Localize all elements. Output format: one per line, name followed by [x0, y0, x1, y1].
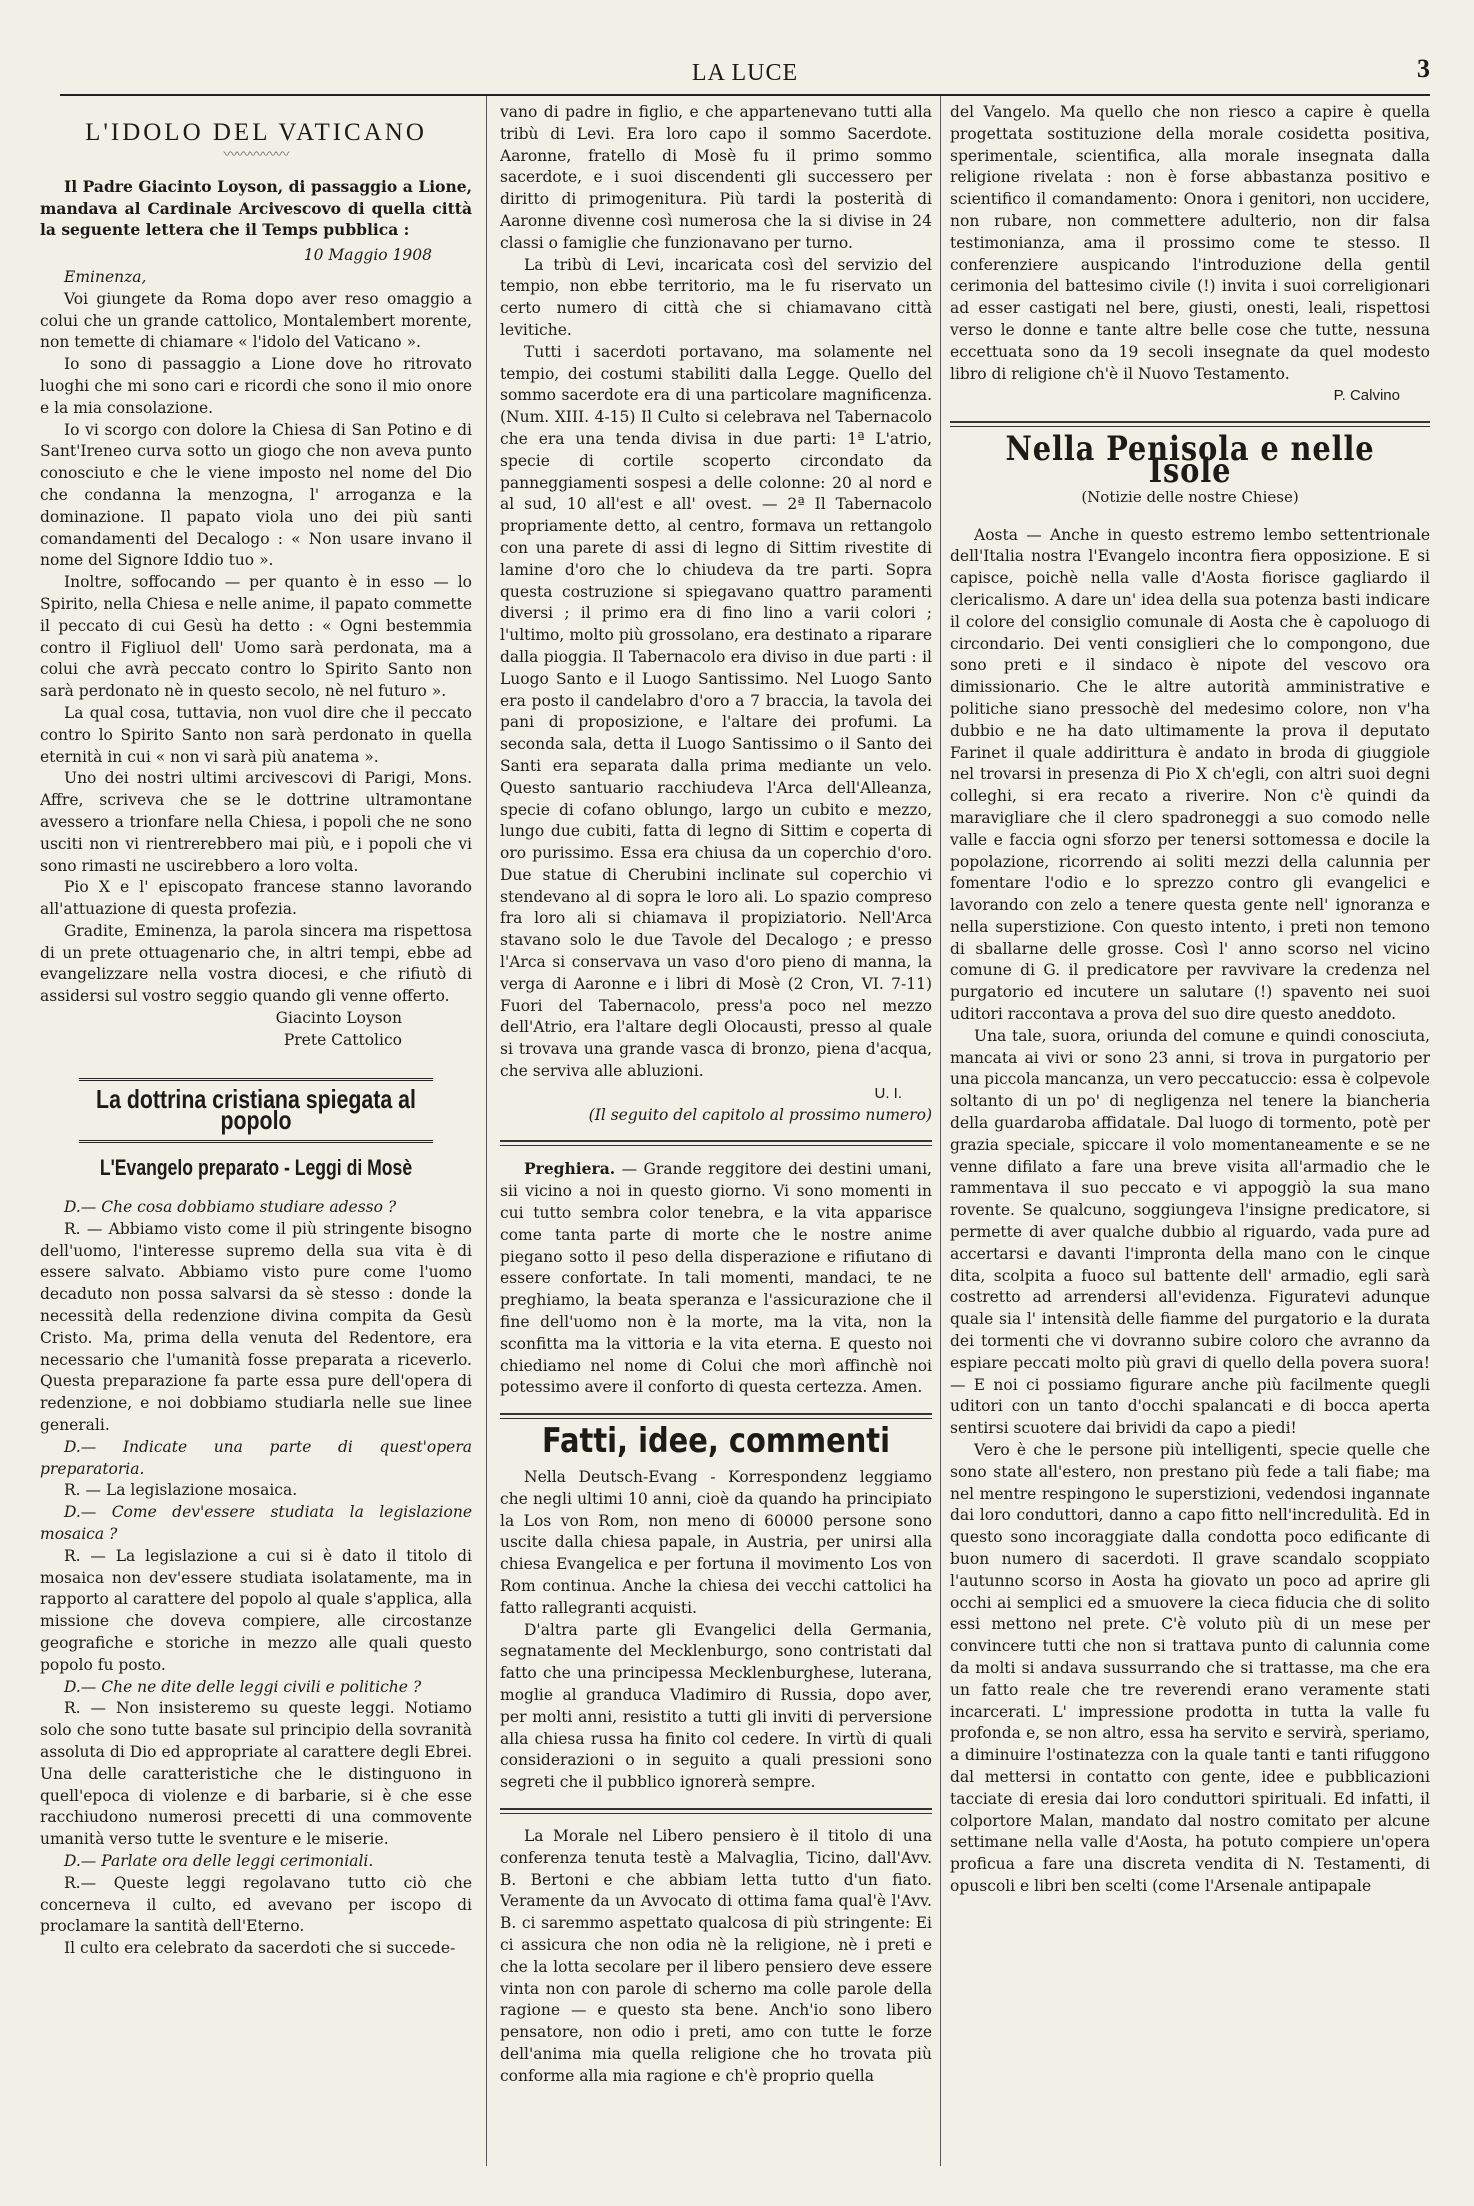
paragraph: Tutti i sacerdoti portavano, ma solamente nel tempio, dei costumi stabiliti dalla Legge. Quello del sommo sacerdote era di una particolare magnificenza. (Num. XIII. 4-15) Il Culto si celebrava nel Tabernacolo che era una tenda divisa in due parti: 1ª L'atrio, specie di cortile scoperto circondato da panneggiamenti sospesi a delle colonne: 20 al nord e al sud, 10 all'est e all' ovest. — 2ª Il Tabernacolo propriamente detto, al centro, formava un rettangolo con una parete di assi di legno di Sittim rivestite di lamine d'oro che lo chiudeva da tre parti. Sopra questa costruzione si spiegavano quattro paramenti diversi ; il primo era di fino lino a varii colori ; l'ultimo, molto più grossolano, era destinato a riparare dalla pioggia. Il Tabernacolo era diviso in due parti : il Luogo Santo e il Luogo Santissimo. Nel Luogo Santo era posto il candelabro d'oro a 7 braccia, la tavola dei pani di proposizione, e l'altare dei profumi. La seconda sala, detta il Luogo Santissimo o il Santo dei Santi era separata dalla prima mediante un velo. Questo santuario racchiudeva l'Arca dell'Alleanza, specie di cofano oblungo, largo un cubito e mezzo, lungo due cubiti, fatta di legno di Sittim e coperta di oro purissimo. Essa era chiusa da un coperchio d'oro. Due statue di Cherubini inclinate sul coperchio vi stendevano al di sopra le loro ali. Lo spazio compreso fra loro ali si chiamava il propiziatorio. Nell'Arca stavano solo le due Tavole del Decalogo ; e presso l'Arca si conservava un vaso d'oro pieno di manna, la verga di Aaronne e i libri di Mosè (2 Cron, VI. 7-11) Fuori del Tabernacolo, press'a poco nel mezzo dell'Atrio, era l'altare degli Olocausti, presso al quale si trovava una grande vasca di bronzo, piena d'acqua, che serviva alle abluzioni. [500, 342, 932, 1081]
question: D.— Indicate una parte di quest'opera preparatoria. [40, 1437, 472, 1478]
signature-title: Prete Cattolico [283, 1030, 402, 1049]
article-heading: L'IDOLO DEL VATICANO [85, 119, 427, 146]
author-initials: U. I. [874, 1084, 902, 1102]
paragraph: Nella Deutsch-Evang - Korrespondenz leggiamo che negli ultimi 10 anni, cioè da quando ha principiato la Los von Rom, non meno di 60000 persone sono uscite dalla chiesa papale, in Austria, per unirsi alla chiesa Evangelica e per fortuna il movimento Los von Rom continua. Anche la chiesa dei vecchi cattolici ha fatto rallegranti acquisti. [500, 1468, 932, 1617]
paragraph: La qual cosa, tuttavia, non vuol dire che il peccato contro lo Spirito Santo non sarà perdonato in quella eternità in cui « non vi sarà più anatema ». [40, 703, 472, 766]
divider [500, 1413, 932, 1421]
paragraph: Vero è che le persone più intelligenti, specie quelle che sono state all'estero, non prestano più fede a tali fiabe; ma nel mentre respingono le superstizioni, vedendosi ingannate dai loro conduttori, danno a capo fitto nell'incredulità. Ed in questo sono incoraggiate dalla condotta poco edificante di buon numero di sacerdoti. Il grave scandalo scoppiato l'autunno scorso in Aosta ha giovato un poco ad aprire gli occhi ai semplici ed a smuovere la cieca fiducia che di solito essi mettono nel prete. C'è voluto più di un mese per convincere tutti che non si trattava punto di calunnia come da molti si andava sussurrando che si trattasse, ma che era un fatto reale che tre reverendi erano veramente stati incarcerati. L' impressione prodotta in tutta la valle fu profonda e, se non altro, essa ha servito e servirà, speriamo, a diminuire l'ostinatezza con la quale tanti e tanti rifuggono dal mettersi in contatto con gente, idee e pubblicazioni tacciate di eresia dai loro conduttori spirituali. Ed infatti, il colportore Malan, mandato dal nostro comitato per alcune settimane nella valle d'Aosta, ha potuto compiere un'opera proficua a fare una discreta vendita di N. Testamenti, di opuscoli e libri ben scelti (come l'Arsenale antipapale [950, 1441, 1430, 1895]
newspaper-title: LA LUCE [691, 60, 799, 86]
letter-date: 10 Maggio 1908 [303, 246, 432, 265]
column-3 [950, 102, 1430, 2166]
paragraph: La tribù di Levi, incaricata così del servizio del tempio, non ebbe territorio, ma le fu riservato un certo numero di città che si chiamavano città levitiche. [500, 255, 932, 339]
section-heading: Fatti, idee, commenti [541, 1421, 891, 1462]
article-intro: Il Padre Giacinto Loyson, di passaggio a Lione, mandava al Cardinale Arcivescovo di quella città la seguente lettera che il Temps pubblica : [40, 176, 472, 240]
answer: R. — Non insisteremo su queste leggi. Notiamo solo che sono tutte basate sul principio della sovranità assoluta di Dio ed appropriate al carattere degli Ebrei. Una delle caratteristiche che le distinguono in quell'epoca di violenze e di barbarie, si è che esse racchiudono numerosi precetti di una commovente umanità verso tutte le sventure e le miserie. [40, 1699, 472, 1849]
paragraph: Gradite, Eminenza, la parola sincera ma rispettosa di un prete ottuagenario che, in altri tempi, ebbe ad evangelizzare nella vostra diocesi, e che rifiutò di assidersi sul vostro seggio quando gli venne offerto. [40, 921, 472, 1006]
answer: R. — La legislazione a cui si è dato il titolo di mosaica non dev'essere studiata isolatamente, ma in rapporto al carattere del popolo al quale s'applica, alla missione che doveva compiere, alle circostanze geografiche e storiche in mezzo alle quali questo popolo fu posto. [40, 1546, 472, 1674]
section-subheading: (Notizie delle nostre Chiese) [1081, 487, 1299, 506]
letter-salutation: Eminenza, [64, 267, 147, 286]
answer: R. — Abbiamo visto come il più stringente bisogno dell'uomo, l'interesse supremo della sua vita è di essere salvato. Abbiamo visto pure come l'uomo decaduto non possa salvarsi da sè stesso : donde la necessità della redenzione divina compita da Gesù Cristo. Ma, prima della venuta del Redentore, era necessario che l'umanità fosse preparata a riceverlo. Questa preparazione fa parte essa pure dell'opera di redenzione, e noi dobbiamo studiarla nelle sue linee generali. [40, 1219, 472, 1435]
question: D.— Che cosa dobbiamo studiare adesso ? [64, 1198, 397, 1217]
paragraph: Aosta — Anche in questo estremo lembo settentrionale dell'Italia nostra l'Evangelo incontra fiera opposizione. E si capisce, poichè nella valle d'Aosta fiorisce gagliardo il clericalismo. A dare un' idea della sua potenza basti indicare il colore del consiglio comunale di Aosta che è capoluogo di circondario. Dei venti consiglieri che lo compongono, due sono preti e il sindaco è nipote del vescovo ora dimissionario. Che le altre autorità amministrative e politiche siano pressochè del medesimo colore, non v'ha dubbio e ne ha dato ultimamente la prova il deputato Farinet il quale addirittura è andato in broda di giuggiole nel trovarsi in presenza di Pio X ch'egli, con altri suoi degni colleghi, si era recato a riverire. Non c'è quindi da maravigliare che il clero spadroneggi a suo comodo nelle valle e faccia ogni sforzo per tenersi sottomessa e docile la popolazione, ricorrendo ai soliti mezzi della calunnia per fomentare l'odio e lo sprezzo contro gli evangelici e lavorando con zelo a tenere questa gente nell' ignoranza e nella superstizione. Con questo intento, i preti non temono di sballarne delle grosse. Così l' anno scorso nel vicino comune di G. il predicatore per ravvivare la credenza nel purgatorio ed incutere un salutare (!) spavento nei suoi uditori raccontava a prova del suo dire questo aneddoto. [950, 525, 1430, 1024]
paragraph: Pio X e l' episcopato francese stanno lavorando all'attuazione di questa profezia. [40, 878, 472, 919]
paragraph: Io sono di passaggio a Lione dove ho ritrovato luoghi che mi sono cari e ricordi che sono il mio onore e la mia consolazione. [40, 355, 472, 417]
question: D.— Parlate ora delle leggi cerimoniali. [64, 1851, 374, 1870]
paragraph: D'altra parte gli Evangelici della Germania, segnatamente del Mecklenburgo, sono contristati dal fatto che una principessa Mecklenburghese, luterana, moglie al granduca Vladimiro di Russia, dopo aver, per molti anni, resistito a tutti gli inviti di perversione alla chiesa russa ha finito col cedere. In virtù di quali considerazioni o in seguito a quali pressioni sono segreti che il pubblico ignorerà sempre. [500, 1620, 932, 1792]
answer: R.— Queste leggi regolavano tutto ciò che concerneva il culto, ed avevano per iscopo di proclamare la santità dell'Eterno. [40, 1873, 472, 1936]
continuation-note: (Il seguito del capitolo al prossimo numero) [588, 1105, 932, 1124]
divider [500, 1808, 932, 1816]
prayer-text: — Grande reggitore dei destini umani, sii vicino a noi in questo giorno. Vi sono momenti in cui tutto sembra color tenebra, e la vita apparisce come tanta parte di morte che le nostre anime piegano sotto il peso della disperazione e rifiutano di essere confortate. In tali momenti, mandaci, te ne preghiamo, la beata speranza e l'assicurazione che il fine dell'uomo non è la morte, ma la vita, non la sconfitta ma la vittoria e la vita eterna. E questo noi chiediamo nel nome di Colui che morì affinchè noi potessimo avere il conforto di questa certezza. Amen. [500, 1160, 932, 1397]
divider [500, 1140, 932, 1148]
section-heading: La dottrina cristiana spiegata al popolo [79, 1078, 433, 1144]
section-subheading: L'Evangelo preparato - Leggi di Mosè [99, 1155, 413, 1181]
prayer-label: Preghiera. [524, 1159, 616, 1179]
paragraph: vano di padre in figlio, e che appartenevano tutti alla tribù di Levi. Era loro capo il sommo Sacerdote. Aaronne, fratello di Mosè fu il primo sommo sacerdote, e i suoi discendenti gli successero per diritto di primogenitura. Più tardi la posterità di Aaronne divenne così numerosa che la si divise in 24 classi o famiglie che funzionavano per turno. [500, 103, 932, 252]
paragraph: Una tale, suora, oriunda del comune e quindi conosciuta, mancata ai vivi or sono 23 anni, si trova in purgatorio per una piccola mancanza, un vero peccatuccio: essa è colpevole soltanto di un po' di negligenza nel tenere la biancheria della guardaroba affidatale. Dal luogo di tormento, potè per grazia speciale, spiccare il volo momentaneamente e se ne venne difilato a fare una breve visita all'armadio che le rammentava il suo peccato e vi appoggiò la sua mano rovente. Se qualcuno, soggiungeva l'insigne predicatore, si permette di aver qualche dubbio al riguardo, vada pure ad accertarsi e davanti l'impronta della mano con le cinque dita, scolpita a fuoco sul battente dell' armadio, egli sarà costretto ad arrendersi all'evidenza. Figuratevi adunque quale sia l' intensità delle fiamme del purgatorio e la durata dei tormenti che vi dovranno subire coloro che avranno da espiare peccati molto più gravi di quello della povera suora! — E noi ci possiamo figurare anche più facilmente quegli uditori con un tanto d'occhi spalancati e di bocca aperta sentirsi scuotere dai brividi da capo a piedi! [950, 1026, 1430, 1438]
column-divider [940, 96, 941, 2166]
masthead [60, 54, 1430, 96]
paragraph: La Morale nel Libero pensiero è il titolo di una conferenza tenuta testè a Malvaglia, Ticino, dall'Avv. B. Bertoni e che abbiam letta tutto d'un fiato. Veramente da un Avvocato di ottima fama qual'è l'Avv. B. ci saremmo aspettato qualcosa di più stringente: Ei ci assicura che non odia nè la religione, nè i preti e che la lotta secolare per il libero pensiero deve essere vinta non con parole di scherno ma colle parole della ragione — e questo sta bene. Anch'io sono libero pensatore, non odio i preti, amo con tutte le forze dell'anima mia quella religione che ho trovata più conforme alla mia ragione e ch'è proprio quella [500, 1826, 932, 2085]
question: D.— Che ne dite delle leggi civili e politiche ? [64, 1677, 422, 1696]
page-number: 3 [1417, 54, 1430, 83]
ornament-divider: 〰〰〰〰〰 [223, 146, 289, 163]
paragraph: Inoltre, soffocando — per quanto è in esso — lo Spirito, nella Chiesa e nelle anime, il papato commette il peccato di cui Gesù ha detto : « Ogni bestemmia contro il Figliuol dell' Uomo sarà perdonata, ma a colui che avrà peccato contro lo Spirito Santo non sarà perdonato nè in questo secolo, nè nel futuro ». [40, 573, 472, 701]
paragraph: Il culto era celebrato da sacerdoti che si succede- [64, 1939, 456, 1958]
author-signature: P. Calvino [1333, 387, 1400, 405]
divider [950, 421, 1430, 429]
column-1 [40, 102, 472, 2166]
signature-name: Giacinto Loyson [275, 1009, 402, 1028]
paragraph: Uno dei nostri ultimi arcivescovi di Parigi, Mons. Affre, scriveva che se le dottrine ultramontane avessero a trionfare nella Chiesa, i popoli che ne sono usciti non vi rientrerebbero mai più, e i popoli che vi sono rimasti ne uscirebbero a loro volta. [40, 769, 472, 875]
question: D.— Come dev'essere studiata la legislazione mosaica ? [40, 1503, 472, 1544]
paragraph: del Vangelo. Ma quello che non riesco a capire è quella progettata sostituzione della morale cosidetta positiva, sperimentale, scientifica, alla morale insegnata dalla religione rivelata : non è forse abbastanza positivo e scientifico il comandamento: Onora i genitori, non uccidere, non rubare, non commettere adulterio, non dir falsa testimonianza, ama il prossimo come te stesso. Il conferenziere auspicando l'introduzione della gentil cerimonia del battesimo civile (!) invita i suoi correligionari ad esser castigati nel bere, giusti, onesti, leali, rispettosi verso le donne e tante altre belle cose che tutte, nessuna eccettuata sono da 19 secoli insegnate da quel modesto libro di religione ch'è il Nuovo Testamento. [950, 103, 1430, 383]
column-2 [500, 102, 932, 2166]
section-heading: Nella Penisola e nelle Isole [1005, 429, 1375, 491]
column-divider [486, 96, 487, 2166]
paragraph: Voi giungete da Roma dopo aver reso omaggio a colui che un grande cattolico, Montalembert morente, non temette di chiamare « l'idolo del Vaticano ». [40, 289, 472, 352]
answer: R. — La legislazione mosaica. [64, 1481, 298, 1500]
paragraph: Io vi scorgo con dolore la Chiesa di San Potino e di Sant'Ireneo curva sotto un giogo che non aveva punto conosciuto e che le viene imposto nel nome del Dio che condanna la menzogna, l' arroganza e la dominazione. Il papato viola uno dei più santi comandamenti del Decalogo : « Non usare invano il nome del Signore Iddio tuo ». [40, 420, 472, 570]
